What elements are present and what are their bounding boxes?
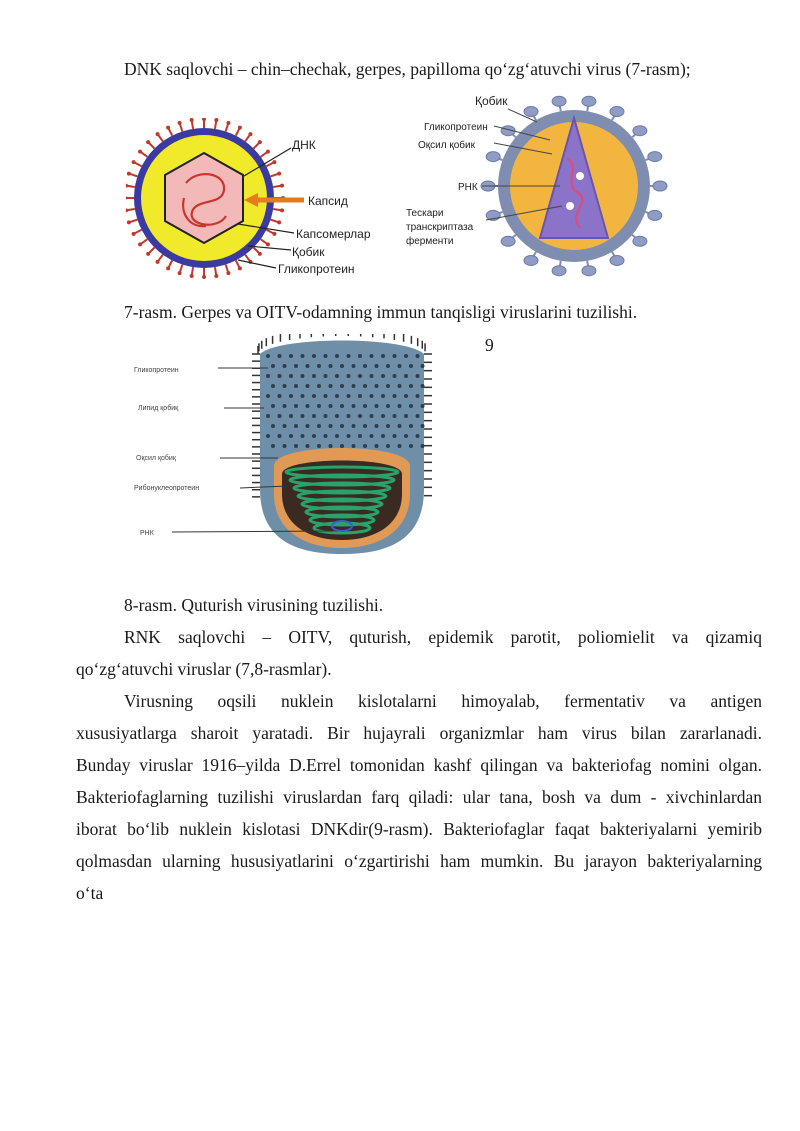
intro-line: DNK saqlovchi – chin–chechak, gerpes, papilloma qo‘zg‘atuvchi virus (7-rasm); <box>124 59 691 79</box>
herpes-label-dna: ДНК <box>292 138 316 152</box>
hiv-label-rt-3: ферменти <box>406 236 454 247</box>
paragraph2-line5: iborat bo‘lib nuklein kislotasi DNKdir(9-rasm). Bakteriofaglar faqat bakteriyalarni yemirib <box>76 819 762 839</box>
paragraph2-line3: Bunday viruslar 1916–yilda D.Errel tomonidan kashf qilingan va bakteriofag nomini olgan. <box>76 755 762 775</box>
paragraph2-line6: qolmasdan ularning hususiyatlarini o‘zgartirishi ham mumkin. Bu jarayon bakteriyalarning <box>76 851 762 871</box>
paragraph1-line1: RNK saqlovchi – OITV, quturish, epidemik parotit, poliomielit va qizamiq <box>124 627 762 647</box>
hiv-label-protein-coat: Оқсил қобик <box>418 140 475 151</box>
figure8-caption: 8-rasm. Quturish virusining tuzilishi. <box>124 595 384 615</box>
rabies-virus-diagram <box>128 334 440 562</box>
paragraph2-line1: Virusning oqsili nuklein kislotalarni himoyalab, fermentativ va antigen <box>124 691 762 711</box>
herpes-label-envelope: Қобик <box>292 245 325 259</box>
page-number: 9 <box>485 335 494 355</box>
hiv-label-rt-2: транскриптаза <box>406 222 474 233</box>
hiv-virus-diagram <box>402 88 674 278</box>
herpes-label-capsid: Капсид <box>308 194 348 208</box>
hiv-label-envelope: Қобик <box>475 94 508 108</box>
figure7-caption: 7-rasm. Gerpes va OITV-odamning immun tanqisligi viruslarini tuzilishi. <box>124 302 638 322</box>
paragraph2-line2: xususiyatlarga sharoit yaratadi. Bir hujayrali organizmlar ham virus bilan zararlanadi. <box>76 723 762 743</box>
paragraph1-line2: qo‘zg‘atuvchi viruslar (7,8-rasmlar). <box>76 659 332 679</box>
rabies-label-ribonucleoprotein: Рибонуклеопротеин <box>134 485 200 492</box>
rabies-label-rna: РНК <box>140 530 154 537</box>
herpes-label-capsomeres: Капсомерлар <box>296 227 371 241</box>
herpes-virus-diagram <box>126 118 386 280</box>
hiv-label-rna: РНК <box>458 182 478 193</box>
hiv-enzyme-dot <box>576 172 584 180</box>
paragraph2-line4: Bakteriofaglarning tuzilishi viruslardan farq qiladi: ular tana, bosh va dum - xivchinlardan <box>76 787 762 807</box>
rabies-label-lipid-envelope: Липид қобиқ <box>138 405 179 412</box>
herpes-label-glycoprotein: Гликопротеин <box>278 262 355 276</box>
paragraph2-line7: o‘ta <box>76 883 104 903</box>
rabies-label-glycoprotein: Гликопротеин <box>134 367 179 374</box>
hiv-label-rt-1: Тескари <box>406 208 444 219</box>
rabies-label-protein-coat: Оқсил қобиқ <box>136 455 176 462</box>
hiv-label-glycoprotein: Гликопротеин <box>424 122 488 133</box>
